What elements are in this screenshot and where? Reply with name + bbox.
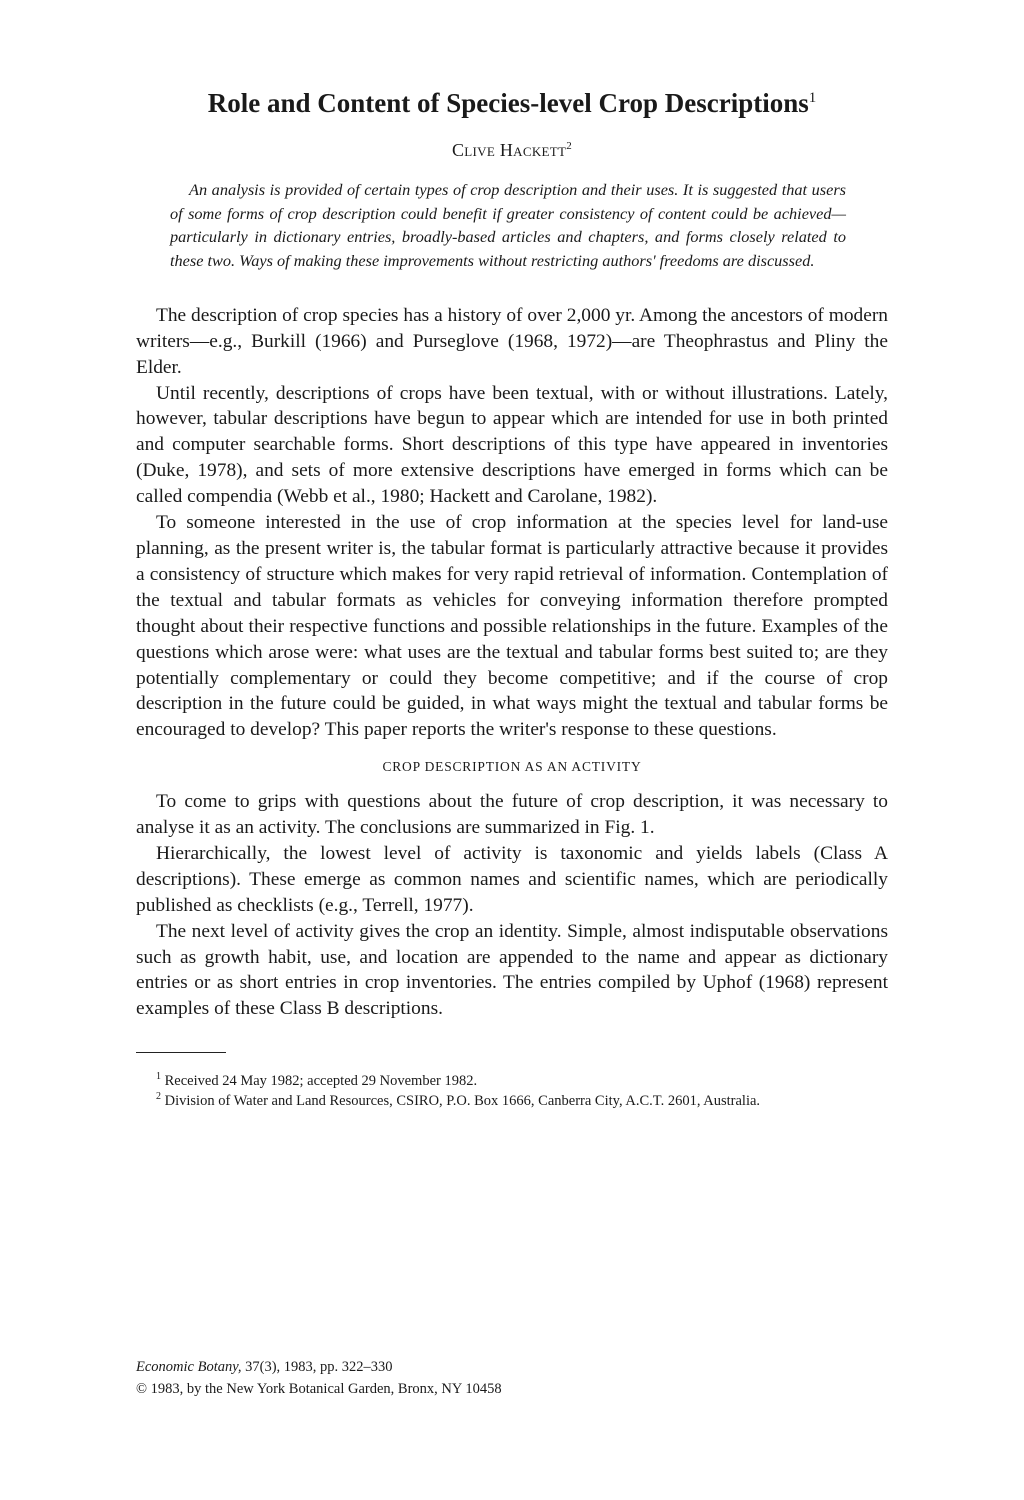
paragraph: To someone interested in the use of crop information at the species level for land-use planning, as the present writer is, the tabular format is particularly attractive because it provides a consistency of structure which makes for very rapid retrieval of information. Contemplation of the textual and tabular formats as vehicles for conveying information therefore prompted thought about their respective functions and possible relationships in the future. Examples of the questions which arose were: what uses are the textual and tabular forms best suited to; are they potentially complementary or could they become competitive; and if the course of crop description in the future could be guided, in what ways might the textual and tabular forms be encouraged to develop? This paper reports the writer's response to these questions. <box>136 512 888 741</box>
author-name: Clive Hackett <box>451 140 567 160</box>
article-title <box>136 84 888 122</box>
author-footnote-mark: 2 <box>566 140 573 152</box>
footnote-mark: 1 <box>156 1071 161 1083</box>
title-footnote-mark: 1 <box>808 90 817 106</box>
paragraph: To come to grips with questions about the future of crop description, it was necessary to analyse it as an activity. The conclusions are summarized in Fig. 1. <box>136 791 888 839</box>
footnote-divider <box>136 1052 226 1053</box>
paragraph: Until recently, descriptions of crops have been textual, with or without illustrations. Lately, however, tabular descriptions have begun to appear which are intended for use in both printed and computer searchable forms. Short descriptions of this type have appeared in inventories (Duke, 1978), and sets of more extensive descriptions have emerged in forms which can be called compendia (Webb et al., 1980; Hackett and Carolane, 1982). <box>136 382 888 508</box>
copyright-line: © 1983, by the New York Botanical Garden, Bronx, NY 10458 <box>136 1381 502 1397</box>
footnote <box>136 1091 888 1111</box>
title-text: Role and Content of Species-level Crop Descriptions <box>207 88 809 118</box>
journal-citation-line <box>136 1356 502 1378</box>
footnote <box>136 1071 888 1091</box>
paragraph: The next level of activity gives the crop an identity. Simple, almost indisputable observations such as growth habit, use, and location are appended to the name and appear as dictionary entries or as short entries in crop inventories. The entries compiled by Uphof (1968) represent examples of these Class B descriptions. <box>136 920 888 1020</box>
footnote-text: Division of Water and Land Resources, CSIRO, P.O. Box 1666, Canberra City, A.C.T. 2601, Australia. <box>164 1093 761 1110</box>
journal-info <box>136 1356 502 1400</box>
body-text <box>136 303 888 1022</box>
abstract: An analysis is provided of certain types of crop description and their uses. It is suggested that users of some forms of crop description could benefit if greater consistency of content could be achieved—particularly in dictionary entries, broadly-based articles and chapters, and forms closely related to these two. Ways of making these improvements without restricting authors' freedoms are discussed. <box>170 180 846 271</box>
section-heading: CROP DESCRIPTION AS AN ACTIVITY <box>382 759 642 775</box>
footnotes <box>136 1071 888 1111</box>
footnote-mark: 2 <box>156 1091 161 1103</box>
paragraph: Hierarchically, the lowest level of activity is taxonomic and yields labels (Class A descriptions). These emerge as common names and scientific names, which are periodically published as checklists (e.g., Terrell, 1977). <box>136 842 888 916</box>
paragraph: The description of crop species has a history of over 2,000 yr. Among the ancestors of modern writers—e.g., Burkill (1966) and Purseglove (1968, 1972)—are Theophrastus and Pliny the Elder. <box>136 304 888 378</box>
author-line <box>136 140 888 161</box>
journal-citation: 37(3), 1983, pp. 322–330 <box>245 1359 393 1375</box>
footnote-text: Received 24 May 1982; accepted 29 November 1982. <box>164 1073 478 1090</box>
article-page <box>136 84 888 1111</box>
journal-name: Economic Botany, <box>136 1359 242 1375</box>
